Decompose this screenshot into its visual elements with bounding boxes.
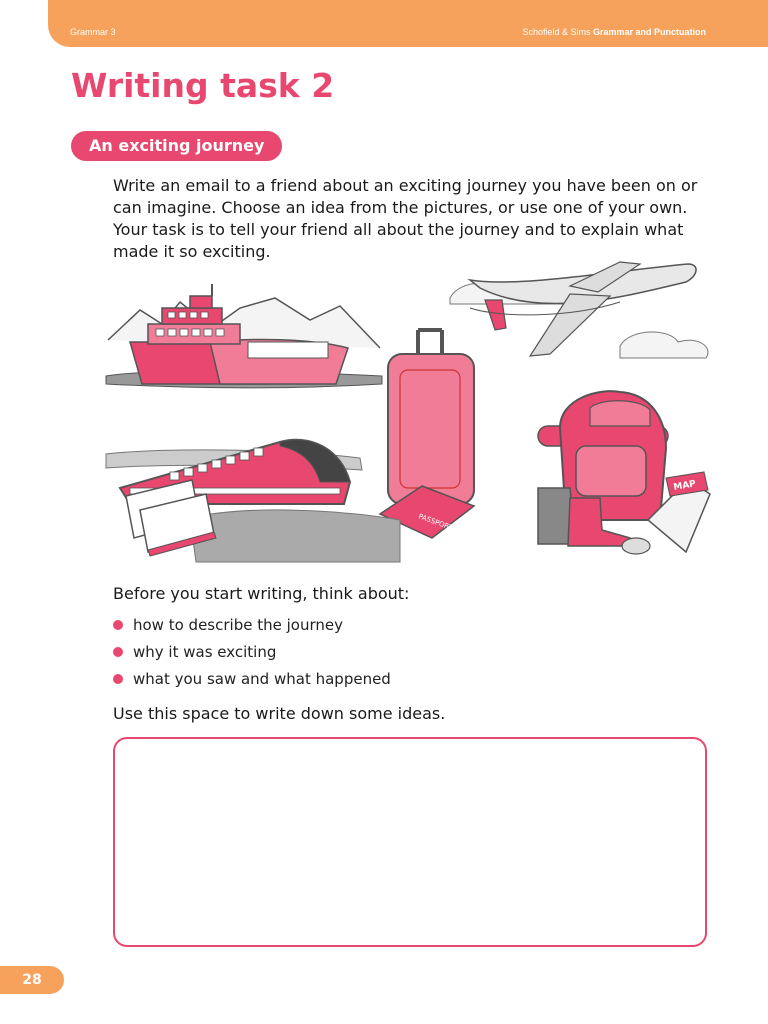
ideas-space-label: Use this space to write down some ideas. xyxy=(113,704,446,723)
header-publisher xyxy=(522,27,706,37)
ideas-writing-box[interactable] xyxy=(113,737,707,947)
list-item xyxy=(113,665,391,692)
bullet-dot-icon xyxy=(113,647,123,657)
page-number: 28 xyxy=(0,966,64,994)
passport-text: PASSPORT xyxy=(417,512,454,533)
section-subtitle-pill: An exciting journey xyxy=(71,131,282,161)
aeroplane-illustration xyxy=(450,262,708,358)
journey-illustration xyxy=(100,258,720,568)
list-item xyxy=(113,638,391,665)
list-item-text: why it was exciting xyxy=(133,642,277,661)
header-bar xyxy=(48,0,768,47)
bullet-dot-icon xyxy=(113,674,123,684)
ferry-illustration xyxy=(106,284,382,388)
map-text: MAP xyxy=(672,479,697,493)
page-title: Writing task 2 xyxy=(71,66,335,105)
header-series-name: Grammar and Punctuation xyxy=(592,27,706,37)
list-item-text: how to describe the journey xyxy=(133,615,343,634)
think-about-list xyxy=(113,611,391,692)
list-item-text: what you saw and what happened xyxy=(133,669,391,688)
bullet-dot-icon xyxy=(113,620,123,630)
task-instructions: Write an email to a friend about an exciting journey you have been on or can imagine. Choose an idea from the pictures, or use one of your own. Your task is to tell your friend all about the journey and to explain what made it so exciting. xyxy=(113,176,698,261)
header-book-title: Grammar 3 xyxy=(70,27,116,37)
header-publisher-name: Schofield & Sims xyxy=(522,27,593,37)
suitcase-illustration xyxy=(388,330,474,516)
list-item xyxy=(113,611,391,638)
think-about-heading: Before you start writing, think about: xyxy=(113,584,410,603)
